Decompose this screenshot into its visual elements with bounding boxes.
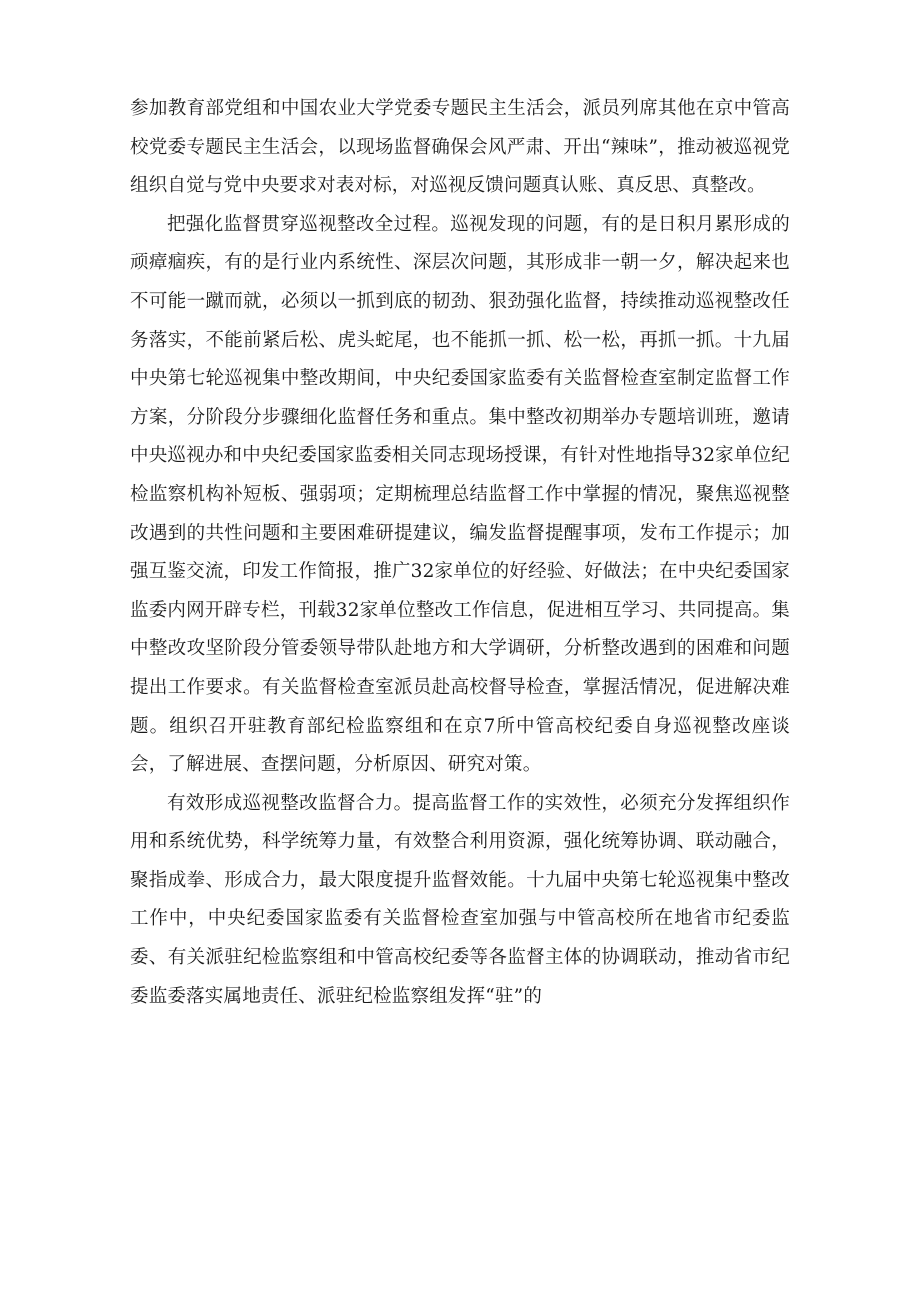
paragraph-2: 把强化监督贯穿巡视整改全过程。巡视发现的问题，有的是日积月累形成的顽瘴痼疾，有的是行业内系统性、深层次问题，其形成非一朝一夕，解决起来也不可能一蹴而就，必须以一抓到底的韧劲、狠劲强化监督，持续推动巡视整改任务落实，不能前紧后松、虎头蛇尾，也不能抓一抓、松一松，再抓一抓。十九届中央第七轮巡视集中整改期间，中央纪委国家监委有关监督检查室制定监督工作方案，分阶段分步骤细化监督任务和重点。集中整改初期举办专题培训班，邀请中央巡视办和中央纪委国家监委相关同志现场授课，有针对性地指导32家单位纪检监察机构补短板、强弱项；定期梳理总结监督工作中掌握的情况，聚焦巡视整改遇到的共性问题和主要困难研提建议，编发监督提醒事项，发布工作提示；加强互鉴交流，印发工作简报，推广32家单位的好经验、好做法；在中央纪委国家监委内网开辟专栏，刊载32家单位整改工作信息，促进相互学习、共同提高。集中整改攻坚阶段分管委领导带队赴地方和大学调研，分析整改遇到的困难和问题提出工作要求。有关监督检查室派员赴高校督导检查，掌握活情况，促进解决难题。组织召开驻教育部纪检监察组和在京7所中管高校纪委自身巡视整改座谈会，了解进展、查摆问题，分析原因、研究对策。: [130, 213, 790, 776]
document-body: [130, 90, 790, 1016]
paragraph-1: 参加教育部党组和中国农业大学党委专题民主生活会，派员列席其他在京中管高校党委专题民主生活会，以现场监督确保会风严肃、开出“辣味”，推动被巡视党组织自觉与党中央要求对表对标，对巡视反馈问题真认账、真反思、真整改。: [130, 98, 790, 197]
paragraph-3: 有效形成巡视整改监督合力。提高监督工作的实效性，必须充分发挥组织作用和系统优势，科学统筹力量，有效整合利用资源，强化统筹协调、联动融合，聚指成拳、形成合力，最大限度提升监督效能。十九届中央第七轮巡视集中整改工作中，中央纪委国家监委有关监督检查室加强与中管高校所在地省市纪委监委、有关派驻纪检监察组和中管高校纪委等各监督主体的协调联动，推动省市纪委监委落实属地责任、派驻纪检监察组发挥“驻”的: [130, 792, 790, 1007]
